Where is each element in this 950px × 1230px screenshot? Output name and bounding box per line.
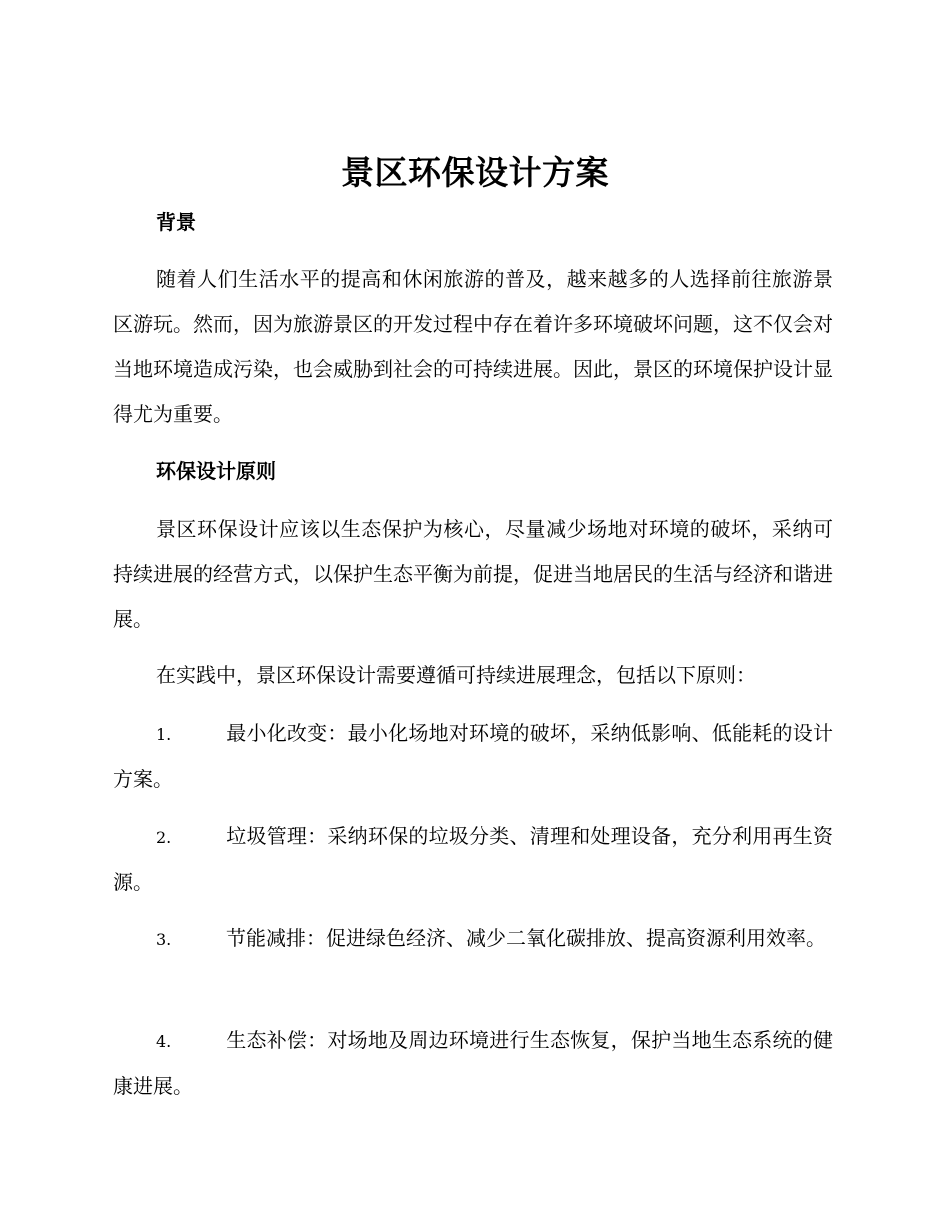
paragraph-principles-intro: 景区环保设计应该以生态保护为核心，尽量减少场地对环境的破坏，采纳可持续进展的经营方式，以保护生态平衡为前提，促进当地居民的生活与经济和谐进展。 bbox=[113, 517, 833, 631]
list-item-number: 1. bbox=[156, 725, 172, 744]
list-item bbox=[113, 711, 833, 802]
section-heading-principles: 环保设计原则 bbox=[156, 459, 276, 483]
paragraph-background: 随着人们生活水平的提高和休闲旅游的普及，越来越多的人选择前往旅游景区游玩。然而，因为旅游景区的开发过程中存在着许多环境破坏问题，这不仅会对当地环境造成污染，也会威胁到社会的可持续进展。因此，景区的环境保护设计显得尤为重要。 bbox=[113, 267, 833, 426]
list-item bbox=[113, 916, 833, 962]
list-item-number: 4. bbox=[156, 1032, 172, 1051]
list-item bbox=[113, 814, 833, 905]
list-item-text: 生态补偿：对场地及周边环境进行生态恢复，保护当地生态系统的健康进展。 bbox=[113, 1028, 833, 1098]
list-item-text: 最小化改变：最小化场地对环境的破坏，采纳低影响、低能耗的设计方案。 bbox=[113, 721, 833, 791]
list-item bbox=[113, 1018, 833, 1109]
list-item-number: 3. bbox=[156, 930, 172, 949]
section-heading-background: 背景 bbox=[156, 210, 196, 234]
list-item-number: 2. bbox=[156, 828, 172, 847]
list-item-text: 垃圾管理：采纳环保的垃圾分类、清理和处理设备，充分利用再生资源。 bbox=[113, 824, 833, 894]
paragraph-principles-lead: 在实践中，景区环保设计需要遵循可持续进展理念，包括以下原则： bbox=[156, 663, 756, 687]
list-item-text: 节能减排：促进绿色经济、减少二氧化碳排放、提高资源利用效率。 bbox=[226, 926, 826, 950]
page-title: 景区环保设计方案 bbox=[341, 153, 609, 192]
